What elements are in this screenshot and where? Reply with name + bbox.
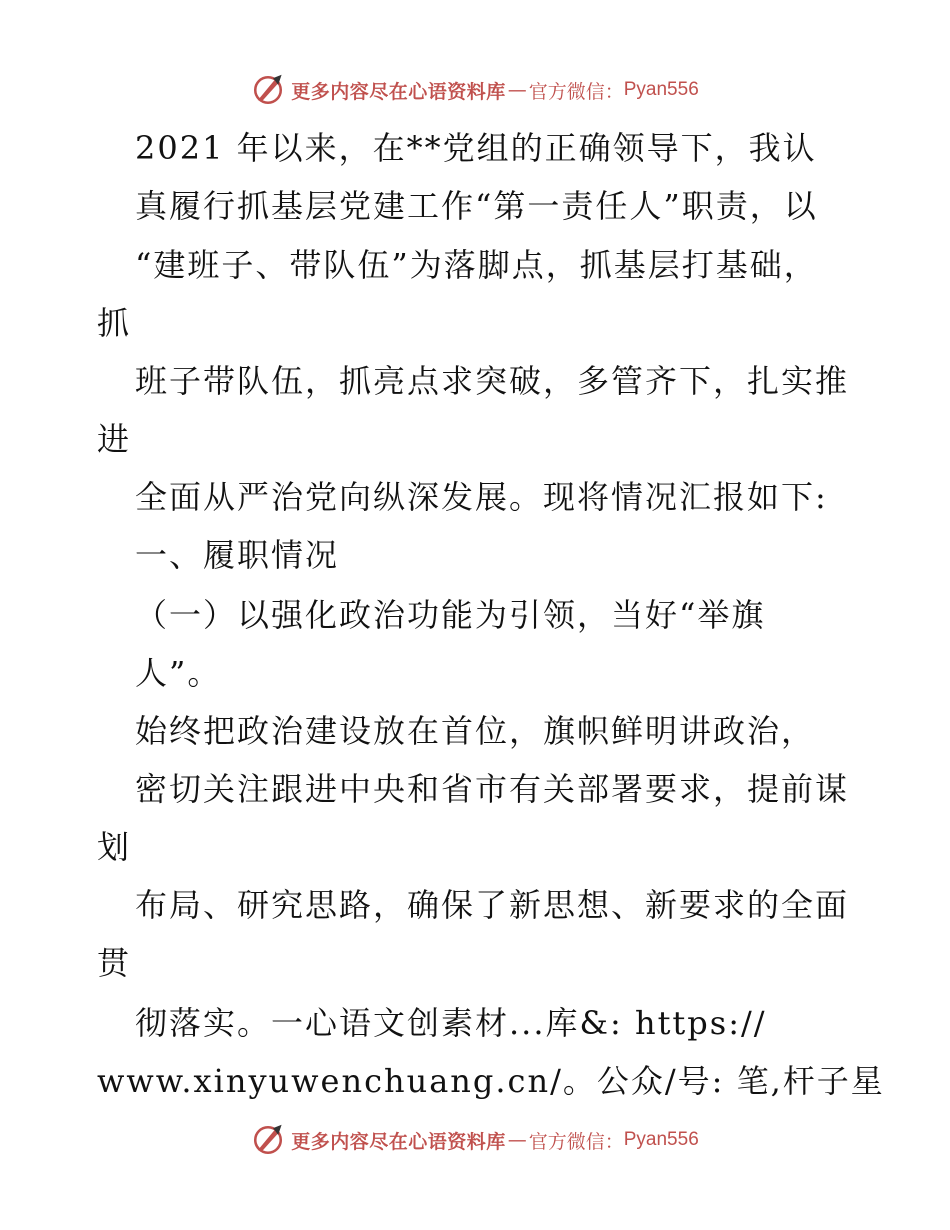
watermark-main-text: 更多内容尽在心语资料库 xyxy=(291,80,506,103)
body-line-16: 彻落实。一心语文创素材...库&: https:// xyxy=(135,1004,767,1042)
watermark-wechat-id: Pyan556 xyxy=(623,79,699,100)
body-line-4: 抓 xyxy=(97,304,132,342)
body-line-7: 全面从严治党向纵深发展。现将情况汇报如下: xyxy=(135,478,828,516)
watermark-wechat-label: 官方微信： xyxy=(528,1130,624,1153)
watermark-dash: — xyxy=(507,79,527,101)
watermark-wechat-id: Pyan556 xyxy=(623,1129,699,1150)
watermark-wechat-label: 官方微信： xyxy=(528,80,624,103)
section-heading: 一、履职情况 xyxy=(135,536,340,574)
quill-logo-icon xyxy=(251,1123,285,1157)
body-line-5: 班子带队伍，抓亮点求突破，多管齐下，扎实推 xyxy=(135,362,850,400)
body-line-14: 布局、研究思路，确保了新思想、新要求的全面 xyxy=(135,886,850,924)
watermark-dash: — xyxy=(507,1129,527,1151)
body-line-13: 划 xyxy=(97,828,132,866)
body-line-11: 始终把政治建设放在首位，旗帜鲜明讲政治， xyxy=(135,712,816,750)
body-line-17: www.xinyuwenchuang.cn/。公众/号: 笔,杆子星 xyxy=(97,1062,885,1100)
body-line-6: 进 xyxy=(97,420,132,458)
watermark-main-text: 更多内容尽在心语资料库 xyxy=(291,1130,506,1153)
body-line-12: 密切关注跟进中央和省市有关部署要求，提前谋 xyxy=(135,770,850,808)
body-line-1: 2021 年以来，在**党组的正确领导下，我认 xyxy=(135,129,817,167)
body-line-2: 真履行抓基层党建工作“第一责任人”职责，以 xyxy=(135,187,818,225)
body-line-3: “建班子、带队伍”为落脚点，抓基层打基础， xyxy=(135,246,818,284)
subsection-heading-cont: 人”。 xyxy=(135,654,222,692)
watermark-footer xyxy=(0,1120,950,1160)
subsection-heading: （一）以强化政治功能为引领，当好“举旗 xyxy=(135,596,766,634)
body-line-15: 贯 xyxy=(97,944,132,982)
